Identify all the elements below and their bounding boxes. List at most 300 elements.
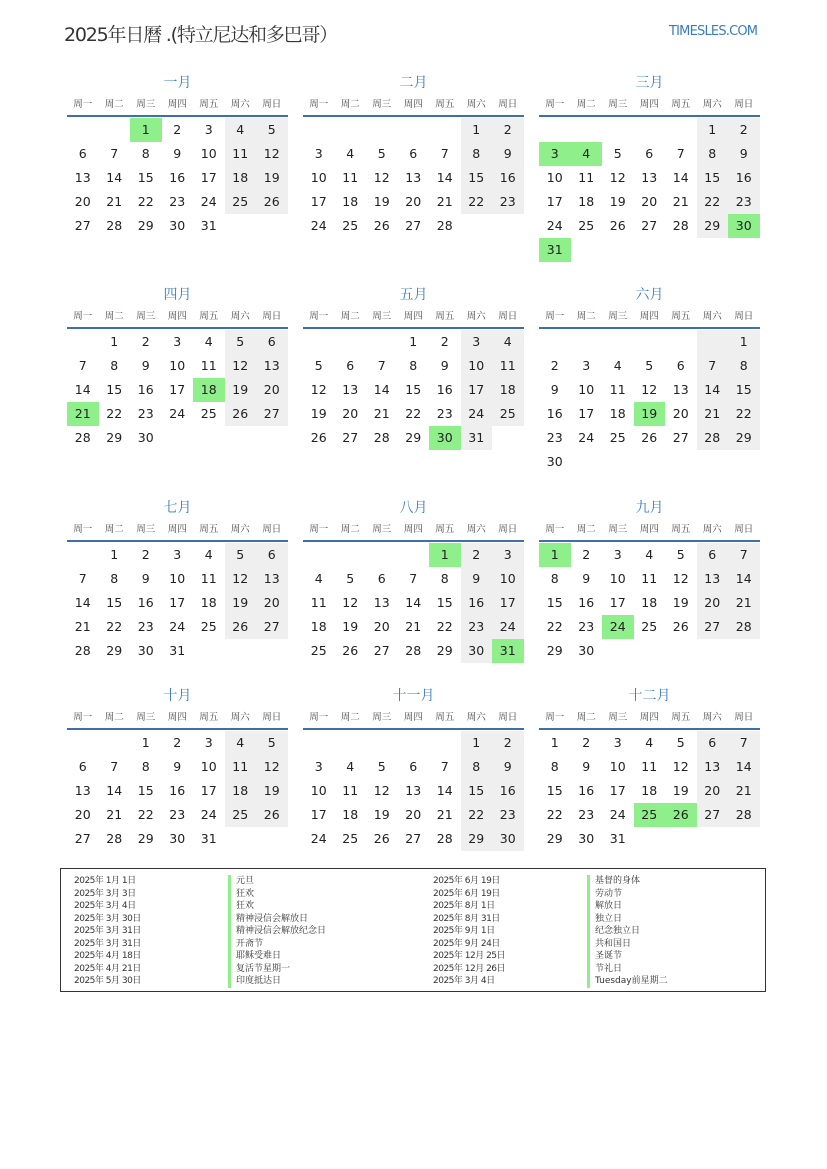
- day-cell: 21: [728, 591, 760, 615]
- day-cell: 3: [582, 358, 591, 373]
- holiday-name: 圣诞节: [587, 950, 668, 963]
- week-row: [303, 354, 524, 378]
- holiday-name: 劳动节: [587, 888, 668, 901]
- week-row: [539, 190, 760, 214]
- day-cell: 4: [314, 571, 323, 586]
- empty-cell: [697, 450, 729, 474]
- empty-cell: [571, 118, 603, 142]
- day-cell: 18: [342, 194, 359, 209]
- weekday-label: 周五: [671, 311, 691, 322]
- weekday-label: 周六: [466, 712, 486, 723]
- day-cell: 17: [200, 170, 217, 185]
- day-cell: 31: [539, 238, 571, 262]
- day-cell: 10: [169, 358, 186, 373]
- day-cell: 27: [641, 218, 658, 233]
- weekday-label: 周五: [671, 712, 691, 723]
- day-cell: 29: [405, 430, 422, 445]
- day-cell: 21: [672, 194, 689, 209]
- week-row: [539, 615, 760, 639]
- day-cell: 15: [405, 382, 422, 397]
- day-cell: 12: [672, 571, 689, 586]
- weekday-label: 周四: [167, 712, 187, 723]
- week-row: [303, 639, 524, 663]
- week-row: [539, 166, 760, 190]
- holiday-date: 2025年 12月 26日: [433, 963, 506, 974]
- weekday-label: 周六: [466, 311, 486, 322]
- day-cell: 14: [672, 170, 689, 185]
- day-cell: 15: [106, 382, 123, 397]
- weekday-label: 周二: [104, 524, 124, 535]
- day-cell: 1: [461, 118, 493, 142]
- day-cell: 14: [106, 783, 123, 798]
- week-row: [67, 214, 288, 238]
- holiday-name: 基督的身体: [587, 875, 668, 888]
- day-cell: 9: [728, 142, 760, 166]
- day-cell: 11: [578, 170, 595, 185]
- day-cell: 19: [373, 194, 390, 209]
- week-row: [303, 166, 524, 190]
- empty-cell: [634, 118, 666, 142]
- day-cell: 13: [697, 755, 729, 779]
- day-cell: 31: [200, 218, 217, 233]
- day-cell: 10: [461, 354, 493, 378]
- day-cell: 23: [546, 430, 563, 445]
- holiday-date: 2025年 4月 18日: [74, 951, 141, 961]
- month-title: 五月: [399, 287, 428, 303]
- weekday-header: [67, 520, 288, 540]
- day-cell: 7: [676, 146, 685, 161]
- day-cell: 15: [461, 779, 493, 803]
- weekday-label: 周五: [435, 712, 455, 723]
- day-cell: 25: [578, 218, 595, 233]
- day-cell: 25: [342, 831, 359, 846]
- day-cell: 25: [200, 406, 217, 421]
- weekday-header: [539, 95, 760, 115]
- empty-cell: [665, 450, 697, 474]
- day-cell: 6: [346, 358, 355, 373]
- day-cell: 16: [578, 783, 595, 798]
- holiday-name-column: [228, 875, 326, 988]
- day-cell: 18: [641, 783, 658, 798]
- day-cell: 7: [440, 146, 449, 161]
- holiday-date: 2025年 9月 24日: [433, 938, 500, 949]
- day-cell: 7: [697, 354, 729, 378]
- header-rule: [303, 327, 524, 329]
- day-cell: 21: [373, 406, 390, 421]
- weekday-header: [539, 708, 760, 728]
- day-cell: 29: [461, 827, 493, 851]
- weekday-label: 周日: [734, 311, 754, 322]
- day-cell: 23: [436, 406, 453, 421]
- empty-cell: [665, 827, 697, 851]
- day-cell: 13: [405, 783, 422, 798]
- weekday-label: 周一: [73, 311, 93, 322]
- header-rule: [539, 540, 760, 542]
- empty-cell: [634, 450, 666, 474]
- day-cell: 13: [373, 595, 390, 610]
- day-cell: 26: [256, 803, 288, 827]
- week-row: [539, 543, 760, 567]
- day-cell: 24: [200, 807, 217, 822]
- day-cell: 10: [200, 146, 217, 161]
- day-cell: 29: [728, 426, 760, 450]
- empty-cell: [335, 330, 367, 354]
- month-title: 二月: [399, 75, 428, 91]
- day-cell: 30: [461, 639, 493, 663]
- day-cell: 27: [405, 831, 422, 846]
- day-cell: 21: [728, 779, 760, 803]
- day-cell: 7: [110, 759, 119, 774]
- day-cell: 23: [492, 803, 524, 827]
- weekday-label: 周三: [372, 311, 392, 322]
- week-row: [303, 803, 524, 827]
- day-cell: 15: [697, 166, 729, 190]
- day-cell: 22: [405, 406, 422, 421]
- day-cell: 14: [436, 783, 453, 798]
- day-cell: 16: [492, 779, 524, 803]
- weekday-label: 周二: [576, 712, 596, 723]
- day-cell: 4: [613, 358, 622, 373]
- day-cell: 23: [461, 615, 493, 639]
- empty-cell: [634, 238, 666, 262]
- week-row: [539, 779, 760, 803]
- empty-cell: [728, 827, 760, 851]
- day-cell: 9: [141, 571, 150, 586]
- page-title: 2025年日曆 .(特立尼达和多巴哥）: [64, 24, 338, 46]
- weekday-label: 周四: [639, 712, 659, 723]
- empty-cell: [225, 426, 257, 450]
- empty-cell: [665, 330, 697, 354]
- day-cell: 5: [377, 759, 386, 774]
- day-cell: 11: [310, 595, 327, 610]
- weekday-label: 周二: [576, 311, 596, 322]
- day-cell: 27: [697, 615, 729, 639]
- day-cell: 1: [728, 330, 760, 354]
- day-cell: 10: [578, 382, 595, 397]
- holiday-name: Tuesday前星期二: [587, 975, 668, 988]
- day-cell: 26: [665, 803, 697, 827]
- week-row: [303, 142, 524, 166]
- weekday-label: 周二: [104, 712, 124, 723]
- day-cell: 21: [74, 619, 91, 634]
- week-row: [539, 354, 760, 378]
- weekday-header: [303, 95, 524, 115]
- weekday-header: [67, 95, 288, 115]
- day-cell: 9: [440, 358, 449, 373]
- day-cell: 20: [697, 779, 729, 803]
- day-cell: 6: [256, 330, 288, 354]
- week-row: [67, 639, 288, 663]
- week-row: [539, 402, 760, 426]
- day-cell: 25: [641, 619, 658, 634]
- day-cell: 5: [613, 146, 622, 161]
- day-cell: 3: [613, 735, 622, 750]
- weekday-label: 周二: [104, 311, 124, 322]
- day-cell: 12: [342, 595, 359, 610]
- day-cell: 27: [256, 402, 288, 426]
- week-row: [67, 591, 288, 615]
- day-cell: 13: [256, 567, 288, 591]
- day-cell: 28: [106, 831, 123, 846]
- weekday-label: 周四: [403, 524, 423, 535]
- day-cell: 16: [728, 166, 760, 190]
- empty-cell: [539, 118, 571, 142]
- weekday-label: 周一: [309, 524, 329, 535]
- weekday-label: 周四: [639, 311, 659, 322]
- day-cell: 19: [256, 779, 288, 803]
- day-cell: 8: [461, 142, 493, 166]
- empty-cell: [492, 214, 524, 238]
- week-row: [539, 238, 760, 262]
- week-row: [303, 731, 524, 755]
- week-row: [67, 755, 288, 779]
- empty-cell: [571, 330, 603, 354]
- day-cell: 25: [492, 402, 524, 426]
- day-cell: 16: [546, 406, 563, 421]
- week-row: [67, 378, 288, 402]
- day-cell: 9: [550, 382, 559, 397]
- weekday-label: 周三: [608, 99, 628, 110]
- holiday-name: 独立日: [587, 913, 668, 926]
- day-cell: 27: [256, 615, 288, 639]
- empty-cell: [67, 543, 99, 567]
- day-cell: 18: [225, 779, 257, 803]
- empty-cell: [99, 118, 131, 142]
- day-cell: 22: [137, 807, 154, 822]
- week-row: [303, 543, 524, 567]
- day-cell: 11: [492, 354, 524, 378]
- holiday-date: 2025年 3月 30日: [74, 913, 141, 924]
- day-cell: 31: [492, 639, 524, 663]
- day-cell: 28: [405, 643, 422, 658]
- week-row: [539, 450, 760, 474]
- empty-cell: [728, 238, 760, 262]
- week-row: [303, 827, 524, 851]
- empty-cell: [335, 543, 367, 567]
- day-cell: 3: [539, 142, 571, 166]
- empty-cell: [697, 827, 729, 851]
- empty-cell: [602, 639, 634, 663]
- day-cell: 9: [582, 759, 591, 774]
- day-cell: 27: [74, 218, 91, 233]
- day-cell: 29: [137, 831, 154, 846]
- day-cell: 7: [409, 571, 418, 586]
- day-cell: 4: [346, 146, 355, 161]
- day-cell: 2: [550, 358, 559, 373]
- week-row: [67, 330, 288, 354]
- empty-cell: [366, 543, 398, 567]
- day-cell: 31: [169, 643, 186, 658]
- day-cell: 15: [137, 170, 154, 185]
- day-cell: 12: [310, 382, 327, 397]
- holiday-name: 耶稣受难日: [228, 950, 326, 963]
- week-row: [67, 543, 288, 567]
- empty-cell: [256, 827, 288, 851]
- weekday-label: 周四: [167, 99, 187, 110]
- day-cell: 22: [106, 619, 123, 634]
- day-cell: 26: [609, 218, 626, 233]
- holiday-date: 2025年 3月 31日: [74, 938, 141, 949]
- day-cell: 28: [728, 803, 760, 827]
- day-cell: 29: [546, 643, 563, 658]
- day-cell: 20: [342, 406, 359, 421]
- day-cell: 3: [461, 330, 493, 354]
- day-cell: 8: [110, 571, 119, 586]
- holiday-date: 2025年 4月 21日: [74, 963, 141, 974]
- day-cell: 12: [609, 170, 626, 185]
- day-cell: 8: [110, 358, 119, 373]
- month-block: [67, 686, 288, 851]
- day-cell: 29: [546, 831, 563, 846]
- day-cell: 27: [74, 831, 91, 846]
- weekday-label: 周三: [136, 524, 156, 535]
- day-cell: 21: [697, 402, 729, 426]
- day-cell: 31: [200, 831, 217, 846]
- empty-cell: [303, 543, 335, 567]
- weekday-label: 周二: [340, 311, 360, 322]
- empty-cell: [99, 731, 131, 755]
- week-row: [67, 615, 288, 639]
- empty-cell: [335, 118, 367, 142]
- month-title: 十一月: [392, 688, 435, 704]
- day-cell: 2: [141, 547, 150, 562]
- month-block: [303, 73, 524, 238]
- holiday-date: 2025年 12月 25日: [433, 951, 506, 961]
- weekday-header: [67, 307, 288, 327]
- day-cell: 19: [373, 807, 390, 822]
- day-cell: 13: [74, 783, 91, 798]
- weekday-label: 周二: [104, 99, 124, 110]
- weekday-label: 周日: [734, 524, 754, 535]
- day-cell: 4: [225, 731, 257, 755]
- day-cell: 27: [405, 218, 422, 233]
- weekday-label: 周二: [576, 524, 596, 535]
- day-cell: 14: [436, 170, 453, 185]
- weekday-label: 周六: [230, 524, 250, 535]
- week-row: [303, 755, 524, 779]
- day-cell: 19: [225, 591, 257, 615]
- day-cell: 9: [461, 567, 493, 591]
- month-block: [67, 285, 288, 450]
- day-cell: 9: [173, 759, 182, 774]
- day-cell: 19: [634, 402, 666, 426]
- weekday-label: 周三: [136, 712, 156, 723]
- day-cell: 11: [641, 759, 658, 774]
- day-cell: 21: [405, 619, 422, 634]
- day-cell: 17: [609, 595, 626, 610]
- day-cell: 24: [200, 194, 217, 209]
- site-logo[interactable]: TIMESLES.COM: [669, 24, 758, 39]
- day-cell: 26: [373, 218, 390, 233]
- weekday-header: [539, 307, 760, 327]
- holiday-name: 解放日: [587, 900, 668, 913]
- day-cell: 31: [609, 831, 626, 846]
- day-cell: 4: [645, 547, 654, 562]
- day-cell: 23: [137, 406, 154, 421]
- day-cell: 26: [373, 831, 390, 846]
- day-cell: 21: [436, 807, 453, 822]
- month-block: [303, 498, 524, 663]
- day-cell: 28: [436, 218, 453, 233]
- day-cell: 8: [550, 759, 559, 774]
- day-cell: 23: [578, 807, 595, 822]
- weekday-label: 周六: [230, 712, 250, 723]
- holiday-name: 精神浸信会解放日: [228, 913, 326, 926]
- day-cell: 28: [697, 426, 729, 450]
- day-cell: 29: [436, 643, 453, 658]
- day-cell: 7: [110, 146, 119, 161]
- day-cell: 14: [697, 378, 729, 402]
- header-rule: [539, 327, 760, 329]
- weekday-label: 周日: [262, 524, 282, 535]
- week-row: [303, 378, 524, 402]
- day-cell: 1: [409, 334, 418, 349]
- day-cell: 6: [697, 543, 729, 567]
- weekday-label: 周四: [403, 311, 423, 322]
- day-cell: 1: [550, 735, 559, 750]
- empty-cell: [398, 118, 430, 142]
- weekday-label: 周五: [435, 311, 455, 322]
- weekday-label: 周一: [545, 524, 565, 535]
- week-row: [539, 378, 760, 402]
- weekday-label: 周一: [545, 712, 565, 723]
- empty-cell: [366, 731, 398, 755]
- day-cell: 25: [634, 803, 666, 827]
- weekday-label: 周三: [372, 524, 392, 535]
- day-cell: 20: [373, 619, 390, 634]
- weekday-label: 周六: [466, 99, 486, 110]
- day-cell: 20: [74, 194, 91, 209]
- holiday-date: 2025年 1月 1日: [74, 876, 136, 886]
- empty-cell: [461, 214, 493, 238]
- day-cell: 18: [578, 194, 595, 209]
- day-cell: 2: [461, 543, 493, 567]
- header-rule: [303, 728, 524, 730]
- day-cell: 2: [492, 118, 524, 142]
- day-cell: 11: [609, 382, 626, 397]
- month-block: [539, 498, 760, 663]
- day-cell: 20: [256, 591, 288, 615]
- weekday-label: 周二: [340, 524, 360, 535]
- empty-cell: [571, 450, 603, 474]
- day-cell: 25: [342, 218, 359, 233]
- holiday-name-column: [587, 875, 668, 988]
- day-cell: 28: [74, 430, 91, 445]
- day-cell: 24: [310, 218, 327, 233]
- weekday-label: 周六: [230, 99, 250, 110]
- day-cell: 20: [672, 406, 689, 421]
- day-cell: 30: [429, 426, 461, 450]
- day-cell: 22: [546, 807, 563, 822]
- day-cell: 3: [173, 547, 182, 562]
- week-row: [539, 567, 760, 591]
- week-row: [303, 615, 524, 639]
- week-row: [67, 779, 288, 803]
- weekday-label: 周六: [466, 524, 486, 535]
- day-cell: 8: [697, 142, 729, 166]
- header-rule: [303, 115, 524, 117]
- holiday-name: 节礼日: [587, 963, 668, 976]
- day-cell: 6: [409, 146, 418, 161]
- day-cell: 10: [492, 567, 524, 591]
- empty-cell: [665, 118, 697, 142]
- weekday-label: 周五: [435, 99, 455, 110]
- day-cell: 13: [74, 170, 91, 185]
- day-cell: 20: [405, 194, 422, 209]
- day-cell: 24: [169, 406, 186, 421]
- holiday-date-column: [433, 875, 505, 988]
- holiday-name: 元旦: [228, 875, 326, 888]
